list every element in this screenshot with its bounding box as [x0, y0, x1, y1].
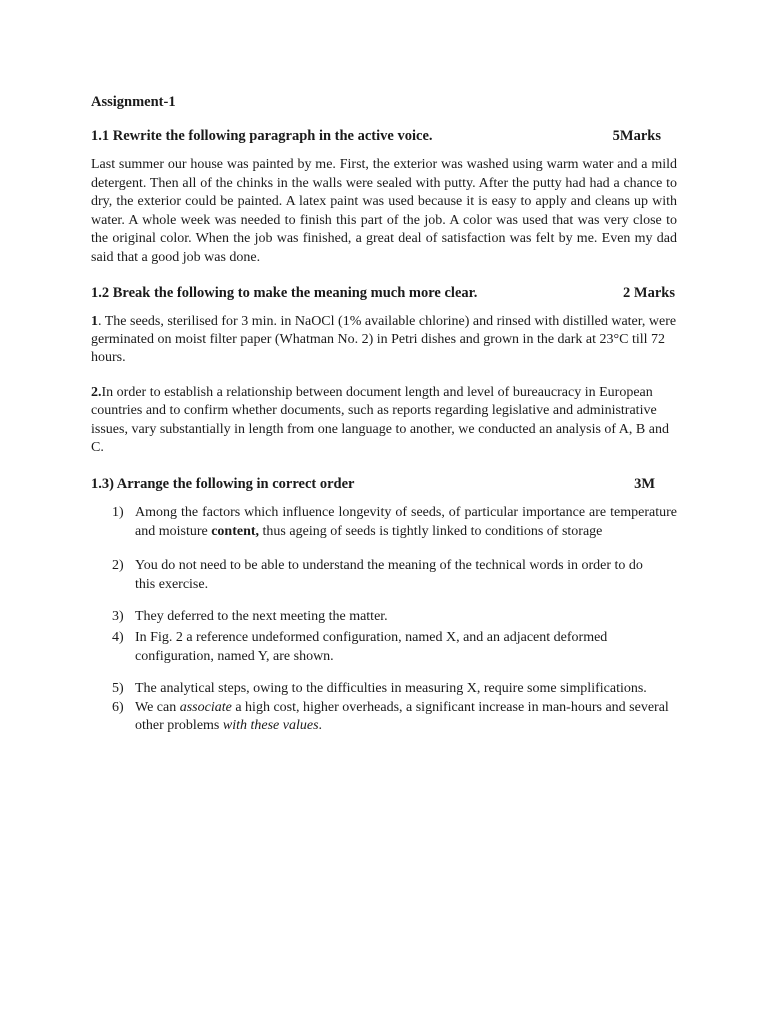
- question-1-3-header: [91, 474, 677, 494]
- question-1-3-heading: 1.3) Arrange the following in correct order: [91, 475, 355, 492]
- item-text: . The seeds, sterilised for 3 min. in NaOCl (1% available chlorine) and rinsed with distilled water, were germinated on moist filter paper (Whatman No. 2) in Petri dishes and grown in the dark at 23°C till 72 hours.: [91, 313, 677, 365]
- list-item-number: 2): [112, 558, 124, 574]
- list-item: [91, 504, 677, 541]
- list-item-number: 3): [112, 609, 124, 625]
- list-item-text: You do not need to be able to understand the meaning of the technical words in order to do this exercise.: [135, 558, 654, 592]
- assignment-title: Assignment-1: [91, 94, 176, 110]
- list-item-number: 4): [112, 629, 124, 645]
- list-item: [91, 680, 677, 699]
- question-1-1-heading: 1.1 Rewrite the following paragraph in the active voice.: [91, 128, 433, 144]
- question-1-2-item-1: [91, 313, 677, 368]
- document-page: [91, 92, 677, 736]
- question-1-2-marks: 2 Marks: [623, 284, 675, 301]
- list-item: [91, 699, 677, 736]
- question-1-1-paragraph: Last summer our house was painted by me. First, the exterior was washed using warm water and a mild detergent. Then all of the chinks in the walls were sealed with putty. After the putty had had a chance to dry, the exterior could be painted. A latex paint was used because it is easy to apply and cleans up with water. A whole week was needed to finish this part of the job. A color was used that was very close to the original color. When the job was finished, a great deal of satisfaction was felt by me. Even my dad said that a good job was done.: [91, 157, 677, 265]
- list-item-text: The analytical steps, owing to the difficulties in measuring X, require some simplifications.: [135, 681, 647, 697]
- list-item-text: They deferred to the next meeting the matter.: [135, 609, 388, 625]
- list-item-number: 5): [112, 681, 124, 697]
- list-item: [91, 608, 677, 627]
- question-1-2-heading: 1.2 Break the following to make the meaning much more clear.: [91, 284, 478, 301]
- item-text: In order to establish a relationship between document length and level of bureaucracy in European countries and to confirm whether documents, such as reports regarding legislative and administrative issues, vary substantially in length from one language to another, we conducted an analysis of A, B and C.: [91, 385, 669, 455]
- list-item: [91, 557, 677, 594]
- list-item-text: We can associate a high cost, higher overheads, a significant increase in man-hours and several other problems with these values.: [135, 699, 669, 734]
- list-item-number: 1): [112, 504, 124, 520]
- list-item-text: Among the factors which influence longevity of seeds, of particular importance are temperature and moisture content, thus ageing of seeds is tightly linked to conditions of storage: [135, 504, 677, 539]
- question-1-1-marks: 5Marks: [612, 128, 661, 144]
- question-1-2-header: [91, 283, 677, 303]
- question-1-3-marks: 3M: [634, 475, 655, 492]
- question-1-3-list: [91, 504, 677, 736]
- question-1-2-item-2: [91, 384, 677, 457]
- list-item: [91, 629, 677, 666]
- item-number: 2.: [91, 385, 102, 401]
- list-item-number: 6): [112, 699, 124, 715]
- item-number: 1: [91, 313, 98, 329]
- question-1-1-header: [91, 126, 677, 146]
- list-item-text: In Fig. 2 a reference undeformed configuration, named X, and an adjacent deformed configuration, named Y, are shown.: [135, 629, 608, 664]
